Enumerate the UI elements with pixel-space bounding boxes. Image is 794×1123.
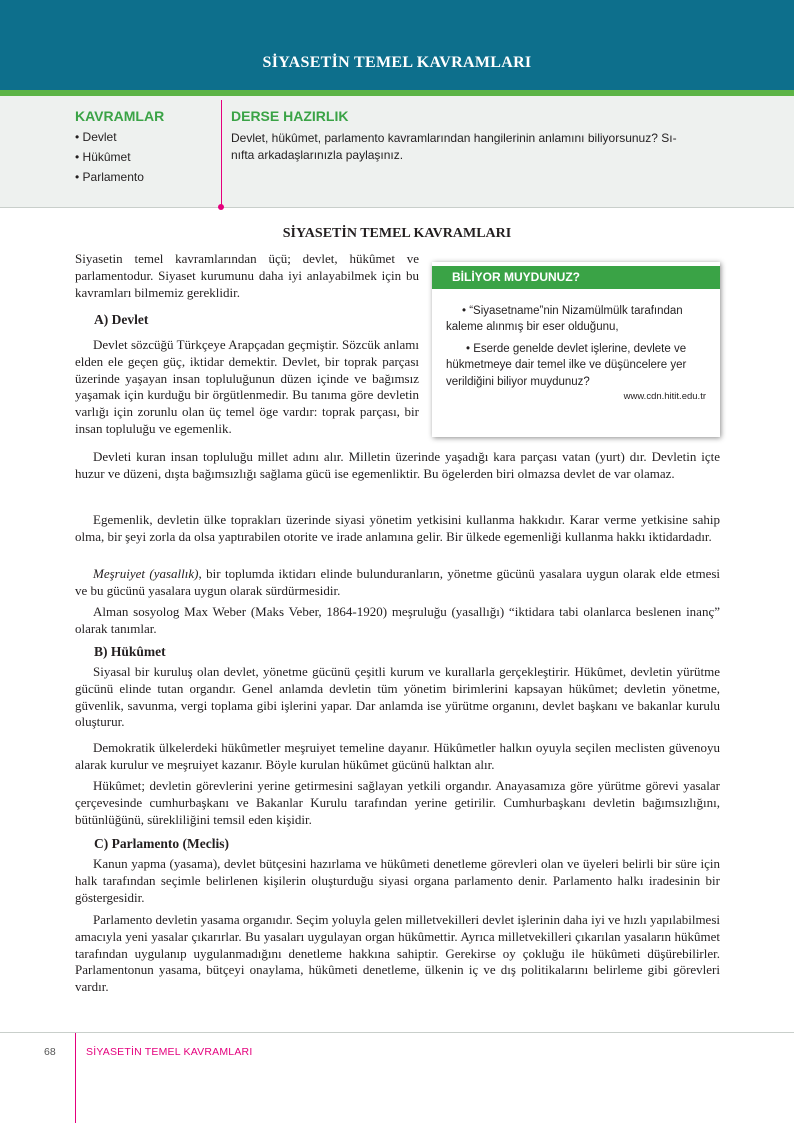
running-title: SİYASETİN TEMEL KAVRAMLARI	[86, 1046, 253, 1058]
info-box-header	[432, 266, 720, 289]
kavramlar-heading: KAVRAMLAR	[75, 108, 165, 124]
devlet-heading: A) Devlet	[94, 312, 149, 327]
info-box-source: www.cdn.hitit.edu.tr	[623, 391, 706, 402]
header-banner	[0, 0, 794, 90]
kavram-item: • Devlet	[75, 130, 117, 144]
parlamento-paragraph: Kanun yapma (yasama), devlet bütçesini hazırlama ve hükûmeti denetleme görevleri olan ve üyeleri belirli bir süre için halk tarafından seçimle belirlenen kişilerin oluşturduğu siyasi organa parlamento denir. Parlamento halkı iradesinin bir göstergesidir.	[75, 856, 720, 905]
hukumet-paragraph: Hükûmet; devletin görevlerini yerine getirmesini sağlayan yetkili organdır. Anayasamıza göre yürütme görevi yasalar çerçevesinde cumhurbaşkanı ve Bakanlar Kurulu tarafından yerine getirilir. Cumhurbaşkanı devletin bağımsızlığını, bütünlüğünü, sürekliliğini temsil eden kişidir.	[75, 778, 720, 827]
hukumet-heading: B) Hükûmet	[94, 644, 166, 659]
info-box-item: • “Siyasetname”nin Nizamülmülk tarafından kaleme alınmış bir eser olduğunu,	[446, 305, 683, 334]
derse-hazirlik-line: nıfta arkadaşlarınızla paylaşınız.	[231, 148, 404, 162]
hukumet-paragraph: Siyasal bir kuruluş olan devlet, yönetme gücünü çeşitli kurum ve kurallarla gerçekleştirir. Hükûmet, devletin yürütme gücünü elinde tutan organdır. Genel anlamda devletin tüm yönetim birimlerini kapsayan hükûmet; devletin yönetme, güvenlik, savunma, vergi toplama gibi işlerini yapar. Dar anlamda ise yürütme organını, devlet başkanı ve bakanlar kurulu oluşturur.	[75, 664, 720, 730]
meşruiyet-text: , bir toplumda iktidarı elinde bulunduranların, yönetme gücünü yasalara uygun olarak elde etmesi ve bu gücünü yasalara uygun olarak sürdürmesidir.	[75, 566, 721, 598]
page-number: 68	[44, 1046, 56, 1058]
devlet-paragraph	[75, 566, 720, 600]
intro-band-divider	[0, 207, 794, 208]
derse-hazirlik-line: Devlet, hükûmet, parlamento kavramlarından hangilerinin anlamını biliyorsunuz? Sı-	[231, 131, 677, 145]
hukumet-paragraph: Demokratik ülkelerdeki hükûmetler meşruiyet temeline dayanır. Hükûmetler halkın oyuyla seçilen meclisten güvenoyu alarak kurulur ve meşruiyet kazanır. Böyle kurulan hükûmet gücünü halktan alır.	[75, 740, 720, 772]
info-box-title: BİLİYOR MUYDUNUZ?	[452, 270, 580, 284]
devlet-paragraph: Alman sosyolog Max Weber (Maks Veber, 1864-1920) meşruluğu (yasallığı) “iktidara tabi olanlarca beslenen inanç” olarak tanımlar.	[75, 604, 720, 636]
parlamento-paragraph: Parlamento devletin yasama organıdır. Seçim yoluyla gelen milletvekilleri devlet işlerinin daha iyi ve hızlı yapılabilmesi amacıyla yeni yasalar çıkarırlar. Bu yasaları uygulayan organ hükûmettir. Ayrıca milletvekilleri çıkarılan yasaların hükûmet tarafından uygulanıp uygulanmadığını denetleme hakkına sahiptir. Gerekirse oy çokluğu ile hükûmeti düşürebilirler. Parlamentonun yasama, bütçeyi onaylama, hükûmeti denetleme, ülkenin iç ve dış politikalarını belirleme gibi görevleri vardır.	[75, 912, 720, 995]
divider-dot	[218, 204, 224, 210]
info-box	[432, 262, 720, 437]
footer-vertical-line	[75, 1033, 76, 1123]
devlet-paragraph: Devlet sözcüğü Türkçeye Arapçadan geçmiştir. Sözcük anlamı elden ele geçen güç, iktidar demektir. Devlet, bir toprak parçası üzerinde yaşayan insan topluluğunun düzen içinde ve bağımsız yaşamak için kurduğu bir örgütlenmedir. Bu tanıma göre devletin varlığı için zorunlu olan üç temel öge vardır: toprak parçası, bir insan topluluğu ve egemenlik.	[75, 337, 419, 436]
intro-paragraph: Siyasetin temel kavramlarından üçü; devlet, hükûmet ve parlamentodur. Siyaset kurumunu daha iyi anlayabilmek için bu kavramları bilmemiz gereklidir.	[75, 251, 419, 300]
kavram-item: • Parlamento	[75, 170, 144, 184]
intro-vertical-divider	[221, 100, 222, 207]
derse-hazirlik-text	[231, 130, 731, 164]
devlet-paragraph: Devleti kuran insan topluluğu millet adını alır. Milletin üzerinde yaşadığı kara parçası vatan (yurt) dır. Devletin içte huzur ve düzeni, dışta bağımsızlığı sağlama gücü ise egemenliktir. Bu ögelerden biri olmazsa devlet de var olamaz.	[75, 449, 720, 481]
kavramlar-list	[75, 130, 144, 190]
kavram-item: • Hükûmet	[75, 150, 131, 164]
section-title: SİYASETİN TEMEL KAVRAMLARI	[282, 226, 512, 241]
footer-divider	[0, 1032, 794, 1033]
chapter-title: SİYASETİN TEMEL KAVRAMLARI	[262, 54, 532, 71]
meşruiyet-term: Meşruiyet (yasallık)	[93, 566, 199, 581]
devlet-paragraph: Egemenlik, devletin ülke toprakları üzerinde siyasi yönetim yetkisini kullanma hakkıdır. Karar verme yetkisine sahip olma, bir şeyi zorla da olsa yaptırabilen otorite ve irade anlamına gelir. Bir ülkede egemenliği kullanma hakkı iktidardadır.	[75, 512, 720, 544]
info-box-item: • Eserde genelde devlet işlerine, devlete ve hükmetmeye dair temel ilke ve düşüncelere yer verildiğini biliyor muydunuz?	[446, 343, 687, 388]
parlamento-heading: C) Parlamento (Meclis)	[94, 836, 229, 851]
derse-hazirlik-heading: DERSE HAZIRLIK	[231, 108, 349, 124]
